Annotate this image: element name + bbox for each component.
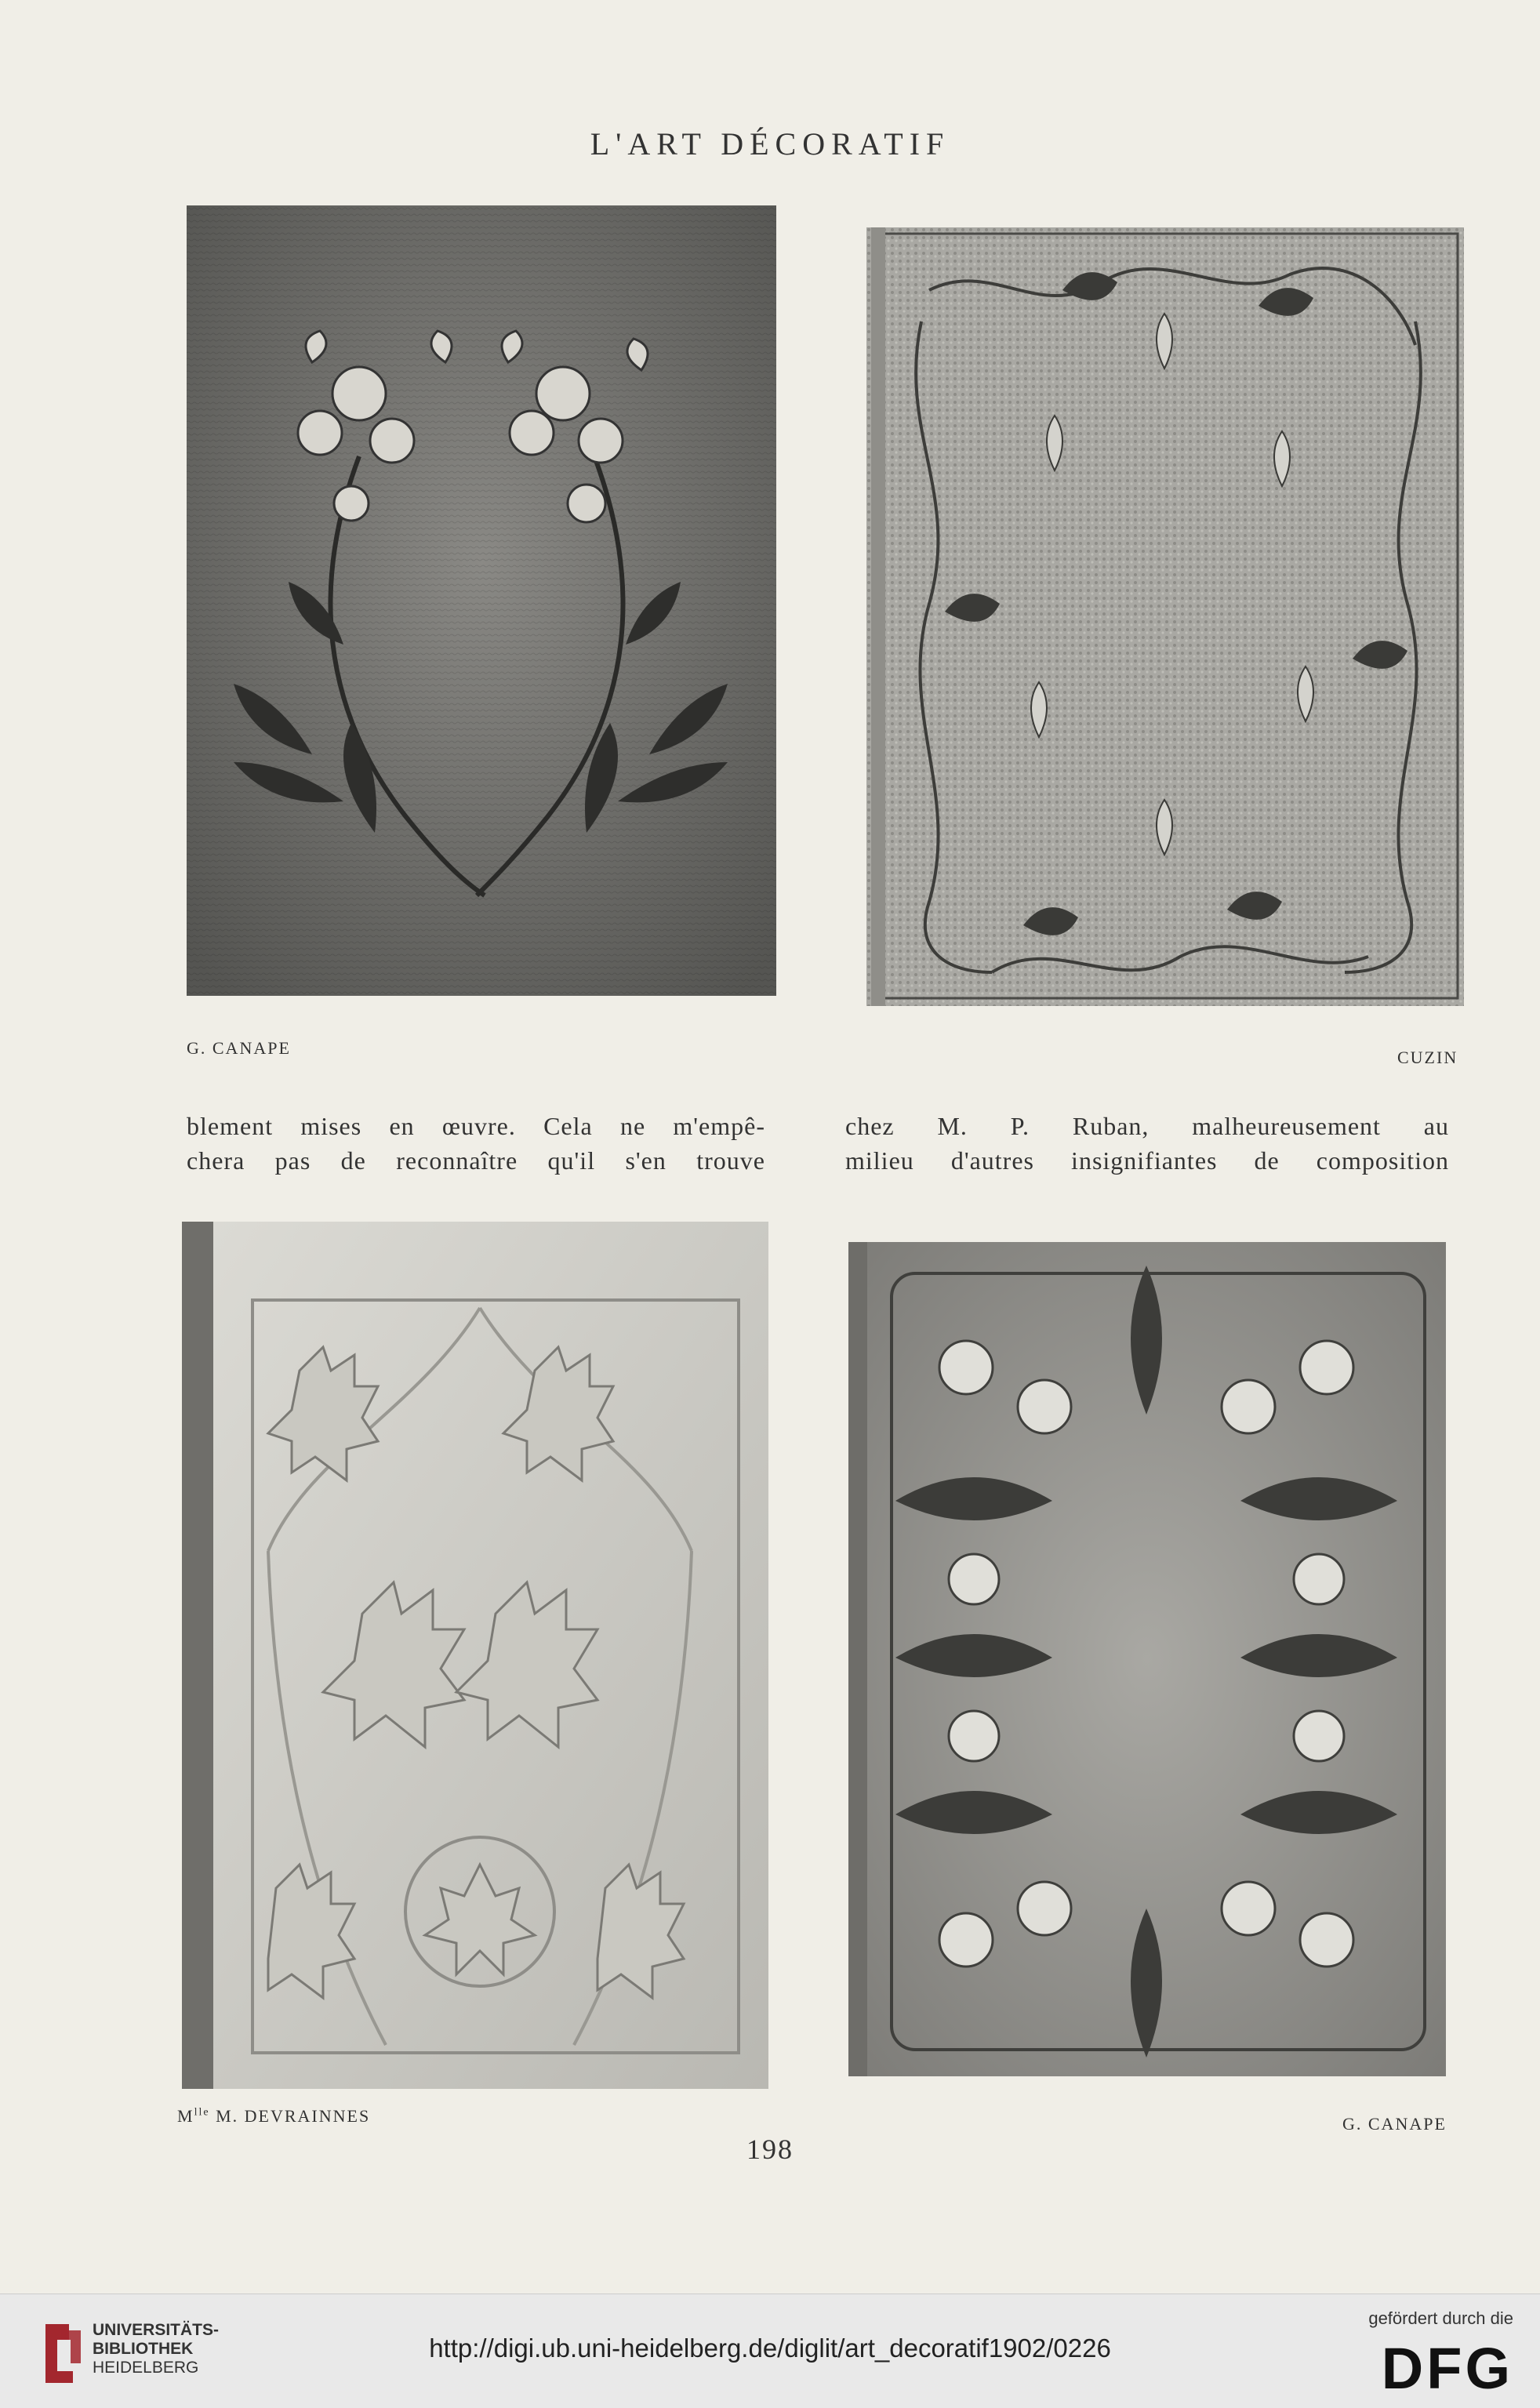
holly-illustration (182, 1222, 768, 2089)
text-column-right (845, 1109, 1449, 1178)
library-name-line: UNIVERSITÄTS- (93, 2321, 220, 2339)
text-column-left (187, 1109, 765, 1178)
plate-devrainnes-holly (182, 1222, 768, 2089)
caption-cuzin: CUZIN (1397, 1048, 1458, 1067)
text-line: chez M. P. Ruban, malheureusement au (845, 1112, 1449, 1140)
caption-devrainnes (177, 2106, 370, 2127)
caption-prefix: M (177, 2106, 194, 2126)
rose-leaf-illustration (848, 1242, 1446, 2076)
caption-superscript: lle (194, 2106, 210, 2119)
plate-canape-rose-leaf (848, 1242, 1446, 2076)
permalink-url[interactable]: http://digi.ub.uni-heidelberg.de/diglit/art_decoratif1902/0226 (429, 2334, 1111, 2363)
running-title: L'ART DÉCORATIF (590, 126, 950, 162)
text-line: chera pas de reconnaître qu'il s'en trouve (187, 1146, 765, 1175)
caption-name: M. DEVRAINNES (209, 2106, 371, 2126)
text-line: blement mises en œuvre. Cela ne m'empê- (187, 1112, 765, 1140)
digitization-footer (0, 2294, 1540, 2408)
sponsor-text: gefördert durch die (1368, 2308, 1513, 2328)
ivy-border-illustration (866, 227, 1464, 1006)
page-number: 198 (746, 2134, 794, 2165)
dfg-logo: DFG (1381, 2336, 1513, 2401)
caption-canape-2: G. CANAPE (1342, 2114, 1447, 2134)
caption-canape-1: G. CANAPE (187, 1038, 291, 1058)
floral-wreath-illustration (187, 205, 776, 996)
text-line: milieu d'autres insignifiantes de composition (845, 1146, 1449, 1175)
library-name-line: HEIDELBERG (93, 2359, 199, 2377)
plate-cuzin-ivy (866, 227, 1464, 1006)
plate-canape-floral (187, 205, 776, 996)
library-name-line: BIBLIOTHEK (93, 2340, 194, 2358)
